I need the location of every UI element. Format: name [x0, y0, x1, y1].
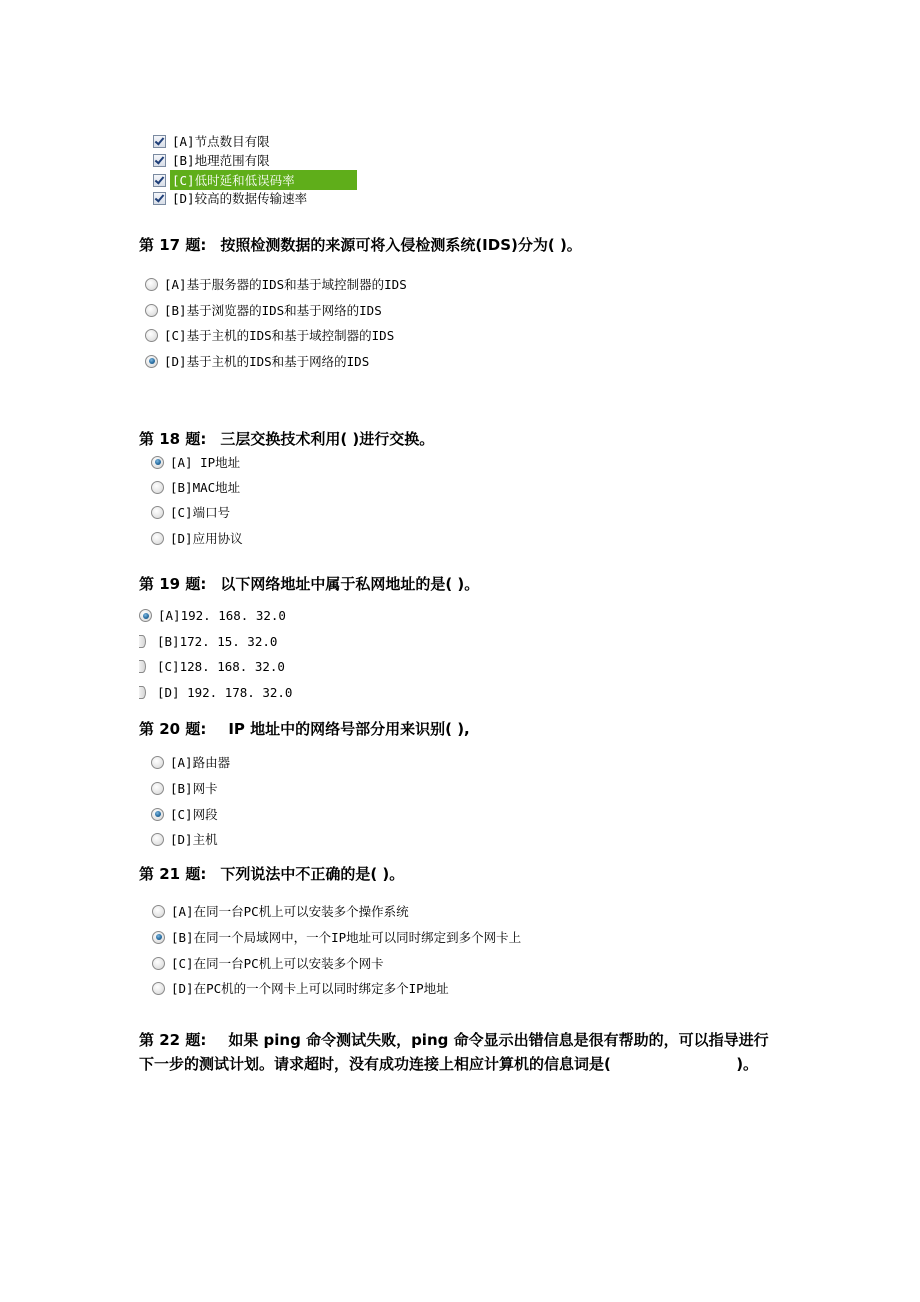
q21-option-b[interactable] [152, 928, 521, 946]
checkbox-checked-icon[interactable] [153, 174, 166, 187]
q18-option-a[interactable] [151, 453, 240, 471]
option-label: [D] 192. 178. 32.0 [157, 685, 293, 700]
q20-option-a[interactable] [151, 753, 230, 771]
option-label: [A]192. 168. 32.0 [158, 608, 286, 623]
question-number: 第 18 题: [139, 430, 207, 448]
question-text: 如果 ping 命令测试失败，ping 命令显示出错信息是很有帮助的，可以指导进行 [228, 1031, 769, 1049]
radio-selected-icon[interactable] [152, 931, 165, 944]
option-label-highlighted: [C]低时延和低误码率 [170, 170, 357, 190]
question-number: 第 22 题: [139, 1031, 207, 1049]
radio-unselected-icon[interactable] [151, 782, 164, 795]
question-22-line-1 [139, 1028, 789, 1052]
option-label: [A]在同一台PC机上可以安装多个操作系统 [171, 904, 409, 919]
radio-selected-icon[interactable] [139, 609, 152, 622]
radio-unselected-icon[interactable] [151, 481, 164, 494]
radio-unselected-icon[interactable] [152, 982, 165, 995]
question-text: 以下网络地址中属于私网地址的是( )。 [220, 575, 480, 593]
q21-option-c[interactable] [152, 954, 384, 972]
question-number: 第 17 题: [139, 236, 207, 254]
option-label: [B]基于浏览器的IDS和基于网络的IDS [164, 303, 382, 318]
option-label: [A]基于服务器的IDS和基于域控制器的IDS [164, 277, 407, 292]
q17-option-b[interactable] [145, 301, 382, 319]
option-label: [D]基于主机的IDS和基于网络的IDS [164, 354, 370, 369]
q16-option-b[interactable] [153, 151, 270, 169]
q17-option-d[interactable] [145, 352, 369, 370]
radio-unselected-icon[interactable] [151, 506, 164, 519]
radio-unselected-icon[interactable] [152, 957, 165, 970]
radio-unselected-icon[interactable] [139, 660, 146, 673]
radio-unselected-icon[interactable] [151, 833, 164, 846]
q17-option-c[interactable] [145, 326, 394, 344]
radio-unselected-icon[interactable] [145, 329, 158, 342]
question-19-title [139, 573, 479, 594]
option-label: [D]主机 [170, 832, 218, 847]
option-label: [C]基于主机的IDS和基于域控制器的IDS [164, 328, 395, 343]
q18-option-d[interactable] [151, 529, 243, 547]
option-label: [B]在同一个局域网中，一个IP地址可以同时绑定到多个网卡上 [171, 930, 522, 945]
option-label: [A]路由器 [170, 755, 231, 770]
checkbox-checked-icon[interactable] [153, 154, 166, 167]
option-label: [C]端口号 [170, 505, 231, 520]
q19-option-c[interactable] [139, 659, 285, 674]
checkbox-checked-icon[interactable] [153, 192, 166, 205]
q16-option-c[interactable] [153, 170, 357, 190]
question-text: 下列说法中不正确的是( )。 [220, 865, 405, 883]
question-21-title [139, 863, 404, 884]
option-label: [B]地理范围有限 [172, 153, 270, 168]
q16-option-a[interactable] [153, 132, 270, 150]
q20-option-b[interactable] [151, 779, 218, 797]
question-20-title [139, 718, 470, 739]
question-22-line-2: 下一步的测试计划。请求超时，没有成功连接上相应计算机的信息词是( )。 [139, 1055, 759, 1073]
q18-option-c[interactable] [151, 503, 230, 521]
question-number: 第 20 题: [139, 720, 207, 738]
q18-option-b[interactable] [151, 478, 240, 496]
q19-option-b[interactable] [139, 634, 277, 649]
q21-option-d[interactable] [152, 979, 449, 997]
question-number: 第 19 题: [139, 575, 207, 593]
q16-option-d[interactable] [153, 189, 307, 207]
option-label: [C]128. 168. 32.0 [157, 659, 285, 674]
radio-selected-icon[interactable] [151, 808, 164, 821]
q21-option-a[interactable] [152, 902, 409, 920]
question-22 [139, 1028, 789, 1076]
option-label: [B]172. 15. 32.0 [157, 634, 278, 649]
option-label: [C]在同一台PC机上可以安装多个网卡 [171, 956, 384, 971]
question-17-title [139, 234, 582, 255]
question-18-title [139, 428, 434, 449]
radio-unselected-icon[interactable] [152, 905, 165, 918]
q19-option-a[interactable] [139, 608, 286, 623]
q20-option-c[interactable] [151, 805, 218, 823]
question-text: 按照检测数据的来源可将入侵检测系统(IDS)分为( )。 [220, 236, 582, 254]
radio-unselected-icon[interactable] [139, 686, 146, 699]
radio-unselected-icon[interactable] [145, 304, 158, 317]
option-label: [B]网卡 [170, 781, 218, 796]
q20-option-d[interactable] [151, 830, 218, 848]
radio-unselected-icon[interactable] [139, 635, 146, 648]
radio-unselected-icon[interactable] [151, 756, 164, 769]
option-label: [C]网段 [170, 807, 218, 822]
checkbox-checked-icon[interactable] [153, 135, 166, 148]
option-label: [A]节点数目有限 [172, 134, 270, 149]
radio-selected-icon[interactable] [151, 456, 164, 469]
option-label: [D]在PC机的一个网卡上可以同时绑定多个IP地址 [171, 981, 449, 996]
radio-unselected-icon[interactable] [151, 532, 164, 545]
radio-unselected-icon[interactable] [145, 278, 158, 291]
q19-option-d[interactable] [139, 685, 292, 700]
question-number: 第 21 题: [139, 865, 207, 883]
option-label: [D]应用协议 [170, 531, 243, 546]
question-text: IP 地址中的网络号部分用来识别( ), [228, 720, 470, 738]
option-label: [A] IP地址 [170, 455, 241, 470]
question-text: 三层交换技术利用( )进行交换。 [220, 430, 435, 448]
radio-selected-icon[interactable] [145, 355, 158, 368]
q17-option-a[interactable] [145, 275, 407, 293]
option-label: [D]较高的数据传输速率 [172, 191, 308, 206]
option-label: [B]MAC地址 [170, 480, 241, 495]
